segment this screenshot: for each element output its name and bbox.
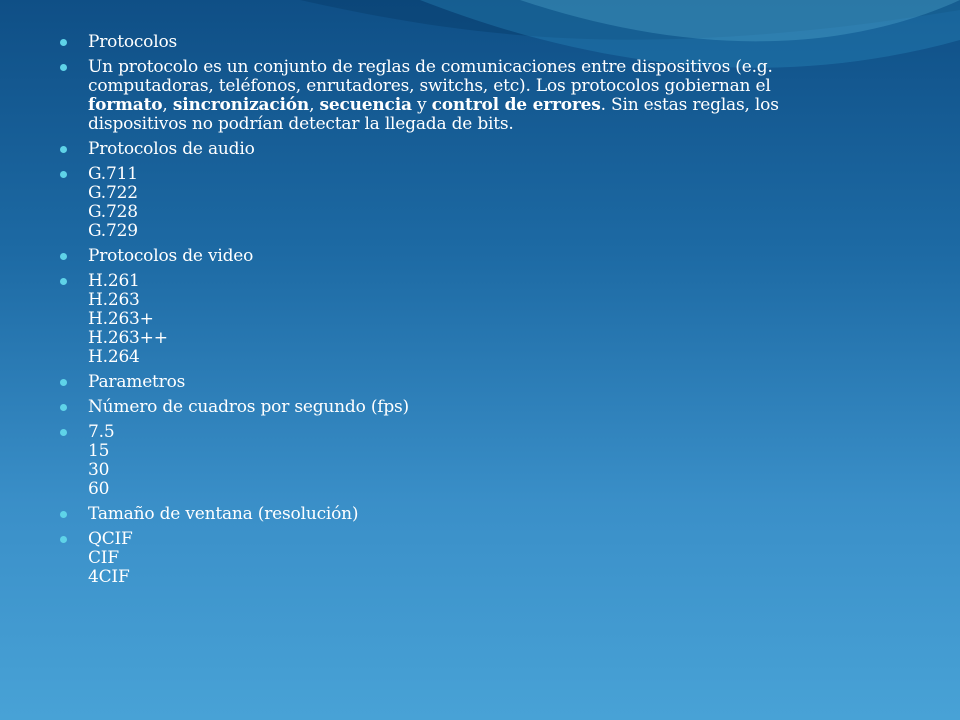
bullet-dot-icon bbox=[60, 278, 67, 285]
bullet-dot-icon bbox=[60, 64, 67, 71]
list-item: Un protocolo es un conjunto de reglas de comunicaciones entre dispositivos (e.g. computadoras, teléfonos, enrutadores, switchs, etc). Los protocolos gobiernan el formato, sincronización, secuencia y control de errores. Sin estas reglas, los dispositivos no podrían detectar la llegada de bits. bbox=[58, 58, 818, 134]
bullet-dot-icon bbox=[60, 404, 67, 411]
list-item: Tamaño de ventana (resolución) bbox=[58, 505, 818, 524]
list-item: QCIF CIF 4CIF bbox=[58, 530, 818, 587]
list-item: H.261 H.263 H.263+ H.263++ H.264 bbox=[58, 272, 818, 367]
bullet-dot-icon bbox=[60, 429, 67, 436]
bullet-list bbox=[58, 33, 818, 587]
list-item: Protocolos bbox=[58, 33, 818, 52]
bullet-dot-icon bbox=[60, 253, 67, 260]
list-item: 7.5 15 30 60 bbox=[58, 423, 818, 499]
list-item: Parametros bbox=[58, 373, 818, 392]
bullet-dot-icon bbox=[60, 536, 67, 543]
list-item: Número de cuadros por segundo (fps) bbox=[58, 398, 818, 417]
list-item: Protocolos de video bbox=[58, 247, 818, 266]
slide-content bbox=[58, 33, 818, 593]
paragraph-line: formato, sincronización, secuencia y control de errores. Sin estas reglas, los bbox=[88, 95, 779, 115]
bullet-dot-icon bbox=[60, 171, 67, 178]
list-item: Protocolos de audio bbox=[58, 140, 818, 159]
bullet-dot-icon bbox=[60, 511, 67, 518]
bullet-dot-icon bbox=[60, 146, 67, 153]
bullet-dot-icon bbox=[60, 379, 67, 386]
bullet-dot-icon bbox=[60, 39, 67, 46]
list-item: G.711 G.722 G.728 G.729 bbox=[58, 165, 818, 241]
